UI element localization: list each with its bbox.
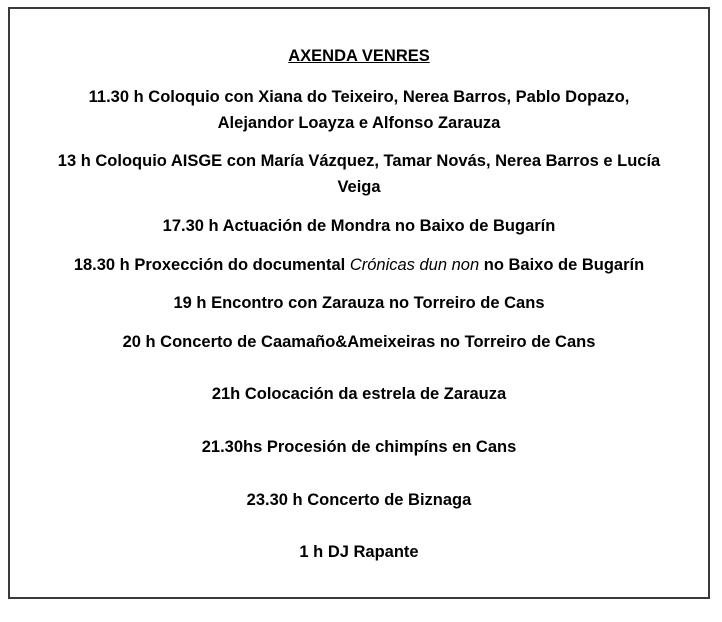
agenda-item-1: 1 h DJ Rapante [299,543,419,561]
agenda-item-21: 21h Colocación da estrela de Zarauza [211,385,507,403]
agenda-item-1130-line1: 11.30 h Coloquio con Xiana do Teixeiro, Nerea Barros, Pablo Dopazo, [88,88,630,106]
agenda-item-1830 [0,252,718,278]
agenda-item-1130-line2: Alejandor Loayza e Alfonso Zarauza [217,114,501,132]
agenda-item-1830-prefix: 18.30 h Proxección do documental [73,256,350,274]
agenda-item-19: 19 h Encontro con Zarauza no Torreiro de Cans [173,294,545,312]
documentary-title: Crónicas dun non [349,256,480,274]
agenda-item-2330: 23.30 h Concerto de Biznaga [246,491,472,509]
agenda-item-2130: 21.30hs Procesión de chimpíns en Cans [201,438,517,456]
agenda-title: AXENDA VENRES [288,47,430,65]
agenda-item-13-line1: 13 h Coloquio AISGE con María Vázquez, Tamar Novás, Nerea Barros e Lucía [57,152,661,170]
agenda-item-20: 20 h Concerto de Caamaño&Ameixeiras no Torreiro de Cans [122,333,596,351]
agenda-item-1830-suffix: no Baixo de Bugarín [479,256,645,274]
agenda-item-1730: 17.30 h Actuación de Mondra no Baixo de Bugarín [162,217,556,235]
agenda-item-13-line2: Veiga [337,178,381,196]
